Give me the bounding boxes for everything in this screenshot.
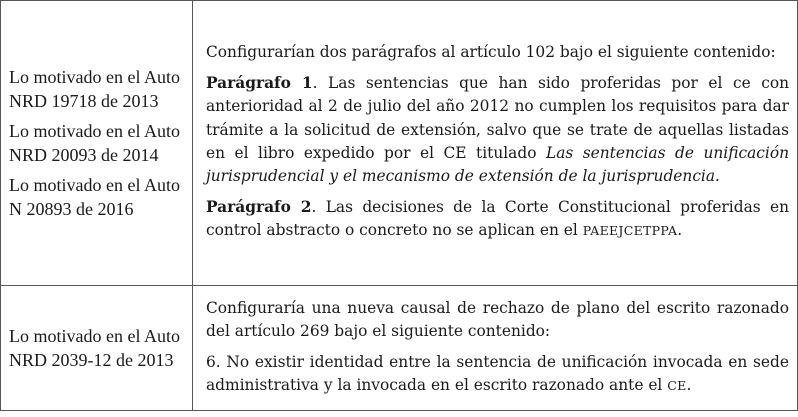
source-reference: Lo motivado en el Auto NRD 2039-12 de 2013 — [9, 326, 180, 370]
table-cell-content — [193, 1, 798, 286]
source-list — [1, 324, 192, 372]
source-list — [1, 65, 192, 221]
paragraph-one-text: . Las sentencias que han sido proferidas por el ce con anterioridad al 2 de julio del año 2012 no cumplen los requisitos para dar trámite a la solicitud de extensión, salvo que se trate de aquellas listadas en el libro expedido por el CE titulado — [206, 73, 789, 162]
source-reference: Lo motivado en el Auto NRD 19718 de 2013 — [9, 67, 180, 111]
intro-paragraph: Configurarían dos parágrafos al artículo 102 bajo el siguiente contenido: — [206, 43, 776, 62]
intro-paragraph: Configuraría una nueva causal de rechazo de plano del escrito razonado del artículo 269 bajo el siguiente contenido: — [206, 298, 789, 341]
source-reference: Lo motivado en el Auto NRD 20093 de 2014 — [9, 121, 180, 165]
content-block — [193, 293, 797, 404]
source-reference: Lo motivado en el Auto N 20893 de 2016 — [9, 175, 180, 219]
paragraph-one — [206, 72, 789, 189]
book-title: Las sentencias de unificación jurisprudencial y el mecanismo de extensión de la jurisprudencia. — [206, 144, 789, 186]
paragraph-two-label: Parágrafo 2 — [206, 197, 312, 216]
table-cell-content — [193, 286, 798, 411]
table-cell-source — [1, 286, 193, 411]
table-row — [1, 286, 798, 411]
numbered-item — [206, 351, 789, 398]
paragraph-two — [206, 196, 789, 243]
acronym: PAEEJCETPPA — [582, 223, 678, 239]
table-row — [1, 1, 798, 286]
acronym: CE — [667, 377, 687, 393]
numbered-item-end: . — [686, 375, 692, 394]
content-block — [193, 37, 797, 248]
paragraph-two-end: . — [677, 221, 683, 240]
paragraph-two-text: . Las decisiones de la Corte Constitucional proferidas en control abstracto o concreto no se aplican en el — [206, 197, 790, 240]
numbered-item-text: 6. No existir identidad entre la sentencia de unificación invocada en sede administrativa y la invocada en el escrito razonado ante el — [206, 352, 789, 394]
paragraph-one-label: Parágrafo 1 — [206, 73, 313, 92]
table-cell-source — [1, 1, 193, 286]
